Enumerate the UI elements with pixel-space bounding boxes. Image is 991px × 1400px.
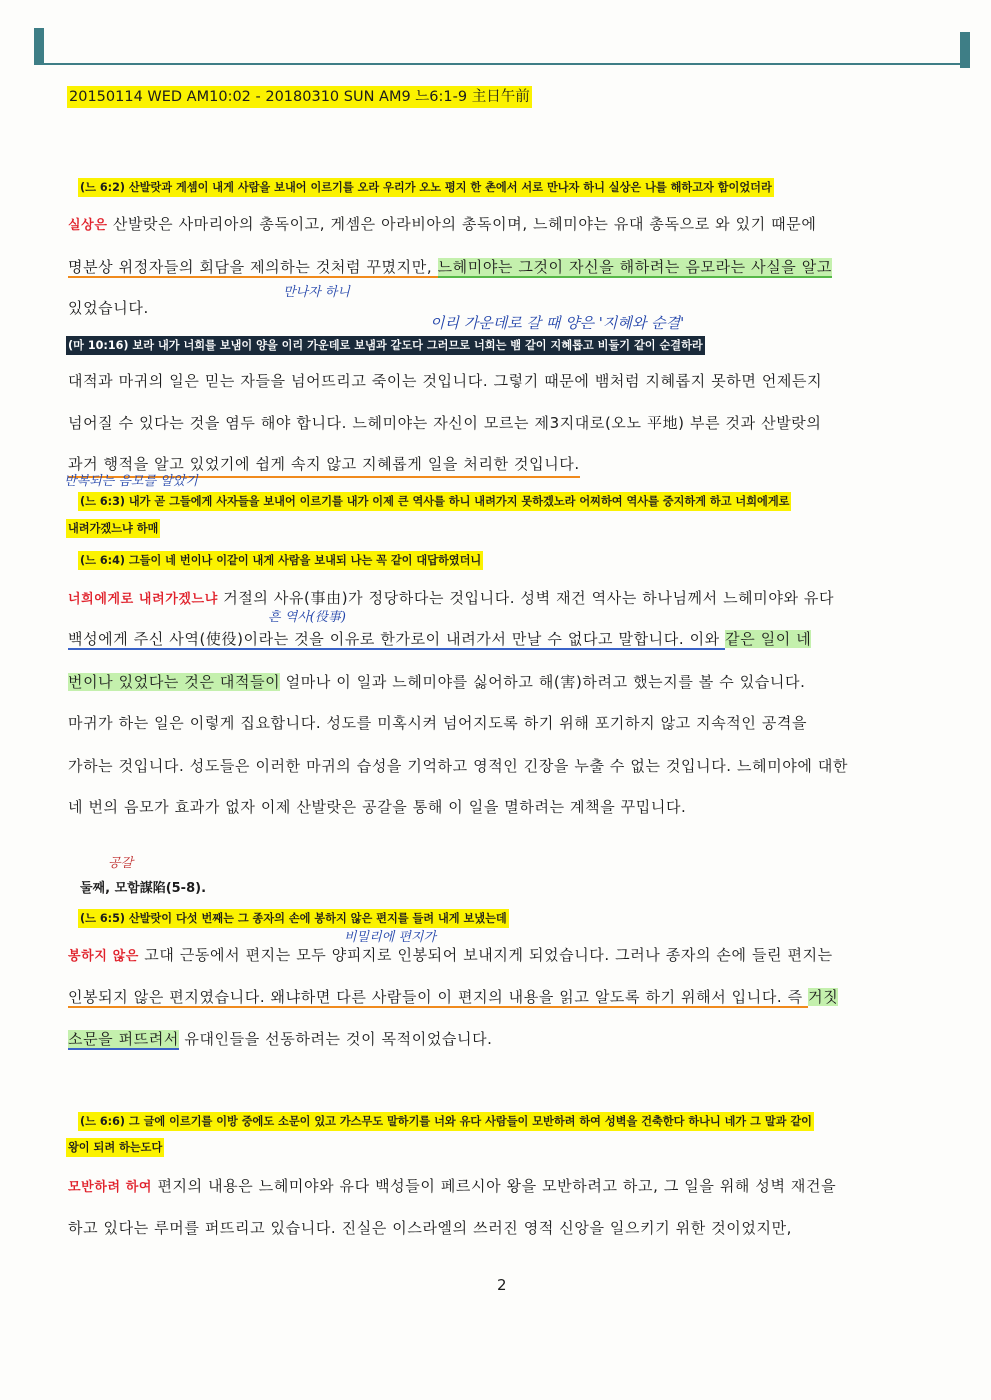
highlighted-text: 번이나 있었다는 것은 대적들이 — [68, 673, 281, 691]
verse-6-3-cont: 내려가겠느냐 하매 — [66, 519, 160, 538]
paragraph-text: 유대인들을 선동하려는 것이 목적이었습니다. — [179, 1030, 493, 1048]
verse-6-6-cont: 왕이 되려 하는도다 — [66, 1138, 164, 1157]
paragraph-text: 얼마나 이 일과 느헤미야를 싫어하고 해(害)하려고 했는지를 볼 수 있습니다. — [280, 673, 806, 691]
paragraph-text: 있었습니다. — [68, 299, 149, 317]
keyword-label: 너희에게로 내려가겠느냐 — [68, 592, 218, 607]
handwritten-note: 공갈 — [108, 856, 134, 871]
paragraph-line — [68, 627, 811, 651]
handwritten-note: 반복되는 음모를 알았기 — [64, 474, 198, 489]
paragraph-line — [68, 255, 832, 279]
keyword-label: 봉하지 않은 — [68, 949, 139, 964]
left-margin-bar — [34, 28, 44, 64]
keyword-label: 실상은 — [68, 218, 108, 233]
paragraph-line: 넘어질 수 있다는 것을 염두 해야 합니다. 느헤미야는 자신이 모르는 제3지대로(오노 平地) 부른 것과 산발랏의 — [68, 414, 822, 432]
paragraph-text: 산발랏은 사마리아의 총독이고, 게셈은 아라비아의 총독이며, 느헤미야는 유대 총독으로 와 있기 때문에 — [112, 215, 817, 233]
verse-6-6: (느 6:6) 그 글에 이르기를 이방 중에도 소문이 있고 가스무도 말하기를 너와 유다 사람들이 모반하려 하여 성벽을 건축한다 하나니 네가 그 말과 같이 — [78, 1112, 814, 1131]
verse-mt-10-16: (마 10:16) 보라 내가 너희를 보냄이 양을 이리 가운데로 보냄과 같도다 그러므로 너희는 뱀 같이 지혜롭고 비둘기 같이 순결하라 — [66, 336, 705, 355]
handwritten-note: 비밀리에 편지가 — [344, 930, 437, 945]
handwritten-note: 흔 역사(役事) — [268, 610, 346, 625]
verse-6-2: (느 6:2) 산발랏과 게셈이 내게 사람을 보내어 이르기를 오라 우리가 오노 평지 한 촌에서 서로 만나자 하니 실상은 나를 해하고자 함이었더라 — [78, 178, 774, 197]
verse-6-4: (느 6:4) 그들이 네 번이나 이같이 내게 사람을 보내되 나는 꼭 같이 대답하였더니 — [78, 551, 483, 570]
paragraph-line: 가하는 것입니다. 성도들은 이러한 마귀의 습성을 기억하고 영적인 긴장을 누출 수 없는 것입니다. 느헤미야에 대한 — [68, 757, 849, 775]
paragraph-text: 인봉되지 않은 편지였습니다. 왜냐하면 다른 사람들이 이 편지의 내용을 읽고 알도록 하기 위해서 입니다. 즉 — [68, 988, 809, 1006]
paragraph-text: 고대 근동에서 편지는 모두 양피지로 인봉되어 보내지게 되었습니다. 그러나 종자의 손에 들린 편지는 — [138, 946, 833, 964]
paragraph-text: 거절의 사유(事由)가 정당하다는 것입니다. 성벽 재건 역사는 하나님께서 느헤미야와 유다 — [217, 589, 835, 607]
paragraph-line: 하고 있다는 루머를 퍼뜨리고 있습니다. 진실은 이스라엘의 쓰러진 영적 신앙을 일으키기 위한 것이었지만, — [68, 1219, 793, 1237]
highlighted-text: 느헤미야는 그것이 자신을 해하려는 음모라는 사실을 알고 — [437, 258, 832, 276]
date-text: 20150114 WED AM10:02 - 20180310 SUN AM9 느6:1-9 — [69, 89, 468, 105]
header-rule — [34, 63, 970, 65]
verse-6-3: (느 6:3) 내가 곧 그들에게 사자들을 보내어 이르기를 내가 이제 큰 역사를 하니 내려가지 못하겠노라 어찌하여 역사를 중지하게 하고 너희에게로 — [78, 492, 791, 511]
paragraph-text: 편지의 내용은 느헤미야와 유다 백성들이 페르시아 왕을 모반하려고 하고, 그 일을 위해 성벽 재건을 — [152, 1177, 837, 1195]
handwritten-note: 만나자 하니 — [283, 285, 350, 300]
date-suffix: 主日午前 — [471, 89, 530, 105]
paragraph-line — [68, 1174, 836, 1200]
handwritten-note: 이리 가운데로 갈 때 양은 '지혜와 순결' — [430, 314, 685, 332]
paragraph-line — [68, 670, 805, 694]
keyword-label: 모반하려 하여 — [68, 1180, 153, 1195]
date-line — [67, 86, 532, 108]
paragraph-line — [68, 1027, 493, 1051]
paragraph-line: 마귀가 하는 일은 이렇게 집요합니다. 성도를 미혹시켜 넘어지도록 하기 위해 포기하지 않고 지속적인 공격을 — [68, 714, 808, 732]
paragraph-line — [68, 212, 816, 238]
paragraph-line: 네 번의 음모가 효과가 없자 이제 산발랏은 공갈을 통해 이 일을 멸하려는 계책을 꾸밉니다. — [68, 798, 687, 816]
paragraph-line — [68, 586, 834, 612]
paragraph-line: 과거 행적을 알고 있었기에 쉽게 속지 않고 지혜롭게 일을 처리한 것입니다. — [68, 452, 580, 478]
paragraph-text: 백성에게 주신 사역(使役)이라는 것을 이유로 한가로이 내려가서 만날 수 없다고 말합니다. 이와 — [68, 630, 726, 648]
highlighted-text: 거짓 — [808, 988, 839, 1006]
paragraph-text: 명분상 위정자들의 회담을 제의하는 것처럼 꾸몄지만, — [68, 258, 438, 276]
highlighted-text: 소문을 퍼뜨려서 — [68, 1030, 179, 1048]
section-heading: 둘째, 모함謀陷(5-8). — [80, 881, 207, 896]
verse-6-5: (느 6:5) 산발랏이 다섯 번째는 그 종자의 손에 봉하지 않은 편지를 들려 내게 보냈는데 — [78, 909, 509, 928]
paragraph-line: 대적과 마귀의 일은 믿는 자들을 넘어뜨리고 죽이는 것입니다. 그렇기 때문에 뱀처럼 지혜롭지 못하면 언제든지 — [68, 372, 823, 390]
page-number: 2 — [497, 1276, 507, 1294]
highlighted-text: 같은 일이 네 — [725, 630, 812, 648]
paragraph-line — [68, 985, 838, 1009]
paragraph-line — [68, 943, 833, 969]
